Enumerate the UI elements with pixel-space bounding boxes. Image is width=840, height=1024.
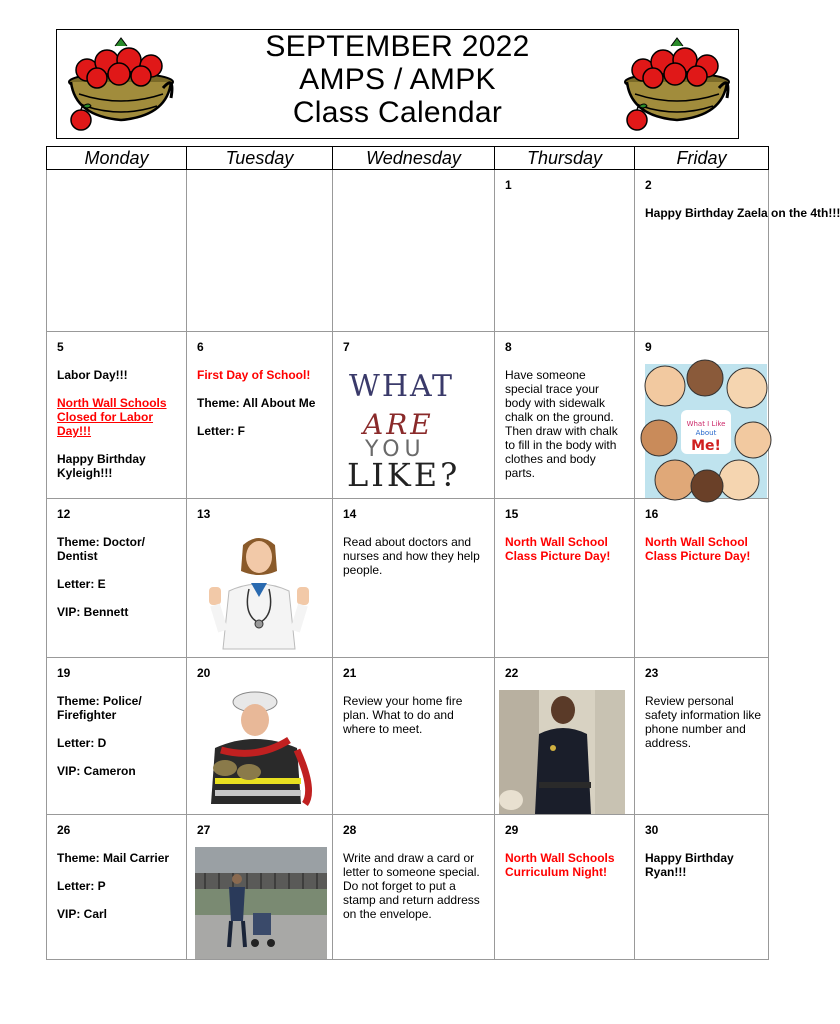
day-number: 16: [645, 507, 659, 521]
event-text: Labor Day!!!: [57, 368, 128, 382]
day-cell: [635, 170, 840, 332]
day-number: 13: [197, 507, 211, 521]
calendar-grid: [46, 146, 840, 960]
event-text: Happy Birthday Ryan!!!: [645, 851, 734, 879]
day-cell-empty: [187, 170, 333, 332]
activity-text: Review your home fire plan. What to do and where to meet.: [343, 694, 463, 736]
weekday-thursday: Thursday: [495, 147, 635, 170]
day-cell: [187, 658, 333, 815]
day-cell: [187, 499, 333, 658]
vip-text: VIP: Cameron: [57, 764, 136, 778]
event-text: North Wall School Class Picture Day!: [505, 535, 611, 563]
day-number: 12: [57, 507, 71, 521]
title-class: AMPS / AMPK: [299, 63, 496, 96]
day-cell: [187, 332, 333, 499]
weekday-wednesday: Wednesday: [333, 147, 495, 170]
day-cell: [495, 658, 635, 815]
day-cell: [495, 499, 635, 658]
theme-text: Theme: Doctor/ Dentist: [57, 535, 146, 563]
event-text: Happy Birthday Zaela on the 4th!!!: [645, 206, 840, 220]
activity-text: Read about doctors and nurses and how they help people.: [343, 535, 480, 577]
day-number: 9: [645, 340, 652, 354]
week-row: [47, 815, 769, 960]
vip-text: VIP: Bennett: [57, 605, 129, 619]
letter-text: Letter: E: [57, 577, 106, 591]
svg-text:WHAT: WHAT: [349, 369, 455, 404]
svg-text:What I Like: What I Like: [686, 420, 726, 428]
mail-carrier-photo: [195, 847, 327, 959]
day-cell: [635, 499, 769, 658]
weekday-monday: Monday: [47, 147, 187, 170]
day-cell-empty: [47, 170, 187, 332]
day-number: 20: [197, 666, 211, 680]
event-text: Happy Birthday Kyleigh!!!: [57, 452, 146, 480]
day-number: 29: [505, 823, 519, 837]
week-row: [47, 332, 769, 499]
firefighter-photo: [197, 690, 315, 804]
week-row: [47, 658, 769, 815]
day-cell: [47, 332, 187, 499]
activity-text: Write and draw a card or letter to someone special. Do not forget to put a stamp and return address on the envelope.: [343, 851, 480, 921]
vip-text: VIP: Carl: [57, 907, 108, 921]
day-number: 22: [505, 666, 519, 680]
svg-text:LIKE?: LIKE?: [347, 456, 461, 494]
activity-text: Have someone special trace your body with sidewalk chalk on the ground. Then draw with chalk to fill in the body with clothes and body parts.: [505, 368, 618, 480]
day-cell: [333, 499, 495, 658]
svg-text:About: About: [695, 429, 717, 437]
activity-text: Review personal safety information like phone number and address.: [645, 694, 762, 750]
police-officer-photo: [499, 690, 625, 814]
day-cell: [47, 815, 187, 960]
day-cell: [495, 815, 635, 960]
title-subtitle: Class Calendar: [292, 96, 503, 129]
day-cell: [495, 170, 635, 332]
event-text: First Day of School!: [197, 368, 311, 382]
svg-text:ARE: ARE: [363, 408, 434, 441]
theme-text: Theme: Mail Carrier: [57, 851, 170, 865]
event-text: North Wall School Class Picture Day!: [645, 535, 751, 563]
letter-text: Letter: D: [57, 736, 107, 750]
day-number: 8: [505, 340, 512, 354]
day-number: 7: [343, 340, 350, 354]
day-cell-empty: [333, 170, 495, 332]
day-number: 28: [343, 823, 357, 837]
day-cell: [635, 658, 769, 815]
weekday-tuesday: Tuesday: [187, 147, 333, 170]
day-number: 23: [645, 666, 659, 680]
day-cell: [495, 332, 635, 499]
day-number: 14: [343, 507, 357, 521]
weekday-header-row: [47, 147, 769, 170]
day-number: 30: [645, 823, 659, 837]
doctor-photo: [203, 531, 313, 649]
book-cover-image: [645, 364, 767, 498]
day-cell: [333, 815, 495, 960]
day-number: 5: [57, 340, 64, 354]
theme-text: Theme: All About Me: [197, 396, 316, 410]
day-cell: [333, 658, 495, 815]
day-number: 15: [505, 507, 519, 521]
theme-text: Theme: Police/ Firefighter: [57, 694, 142, 722]
day-number: 1: [505, 178, 512, 192]
weekday-friday: Friday: [635, 147, 769, 170]
what-are-you-like-art: [343, 364, 473, 494]
day-cell: [635, 332, 769, 499]
day-number: 27: [197, 823, 211, 837]
day-cell: [47, 499, 187, 658]
week-row: [47, 499, 769, 658]
event-link[interactable]: North Wall Schools Closed for Labor Day!!!: [57, 396, 167, 438]
day-number: 2: [645, 178, 652, 192]
calendar-header: [56, 29, 739, 139]
day-number: 19: [57, 666, 71, 680]
day-cell: [635, 815, 769, 960]
day-number: 26: [57, 823, 71, 837]
title-month: SEPTEMBER 2022: [265, 30, 530, 63]
svg-text:Me!: Me!: [691, 438, 721, 454]
event-text: North Wall Schools Curriculum Night!: [505, 851, 615, 879]
day-number: 21: [343, 666, 357, 680]
day-number: 6: [197, 340, 204, 354]
apple-basket-icon: [615, 34, 735, 134]
letter-text: Letter: F: [197, 424, 245, 438]
day-cell: [47, 658, 187, 815]
letter-text: Letter: P: [57, 879, 106, 893]
svg-text:YOU: YOU: [365, 437, 426, 462]
week-row: [47, 170, 769, 332]
day-cell: [333, 332, 495, 499]
day-cell: [187, 815, 333, 960]
